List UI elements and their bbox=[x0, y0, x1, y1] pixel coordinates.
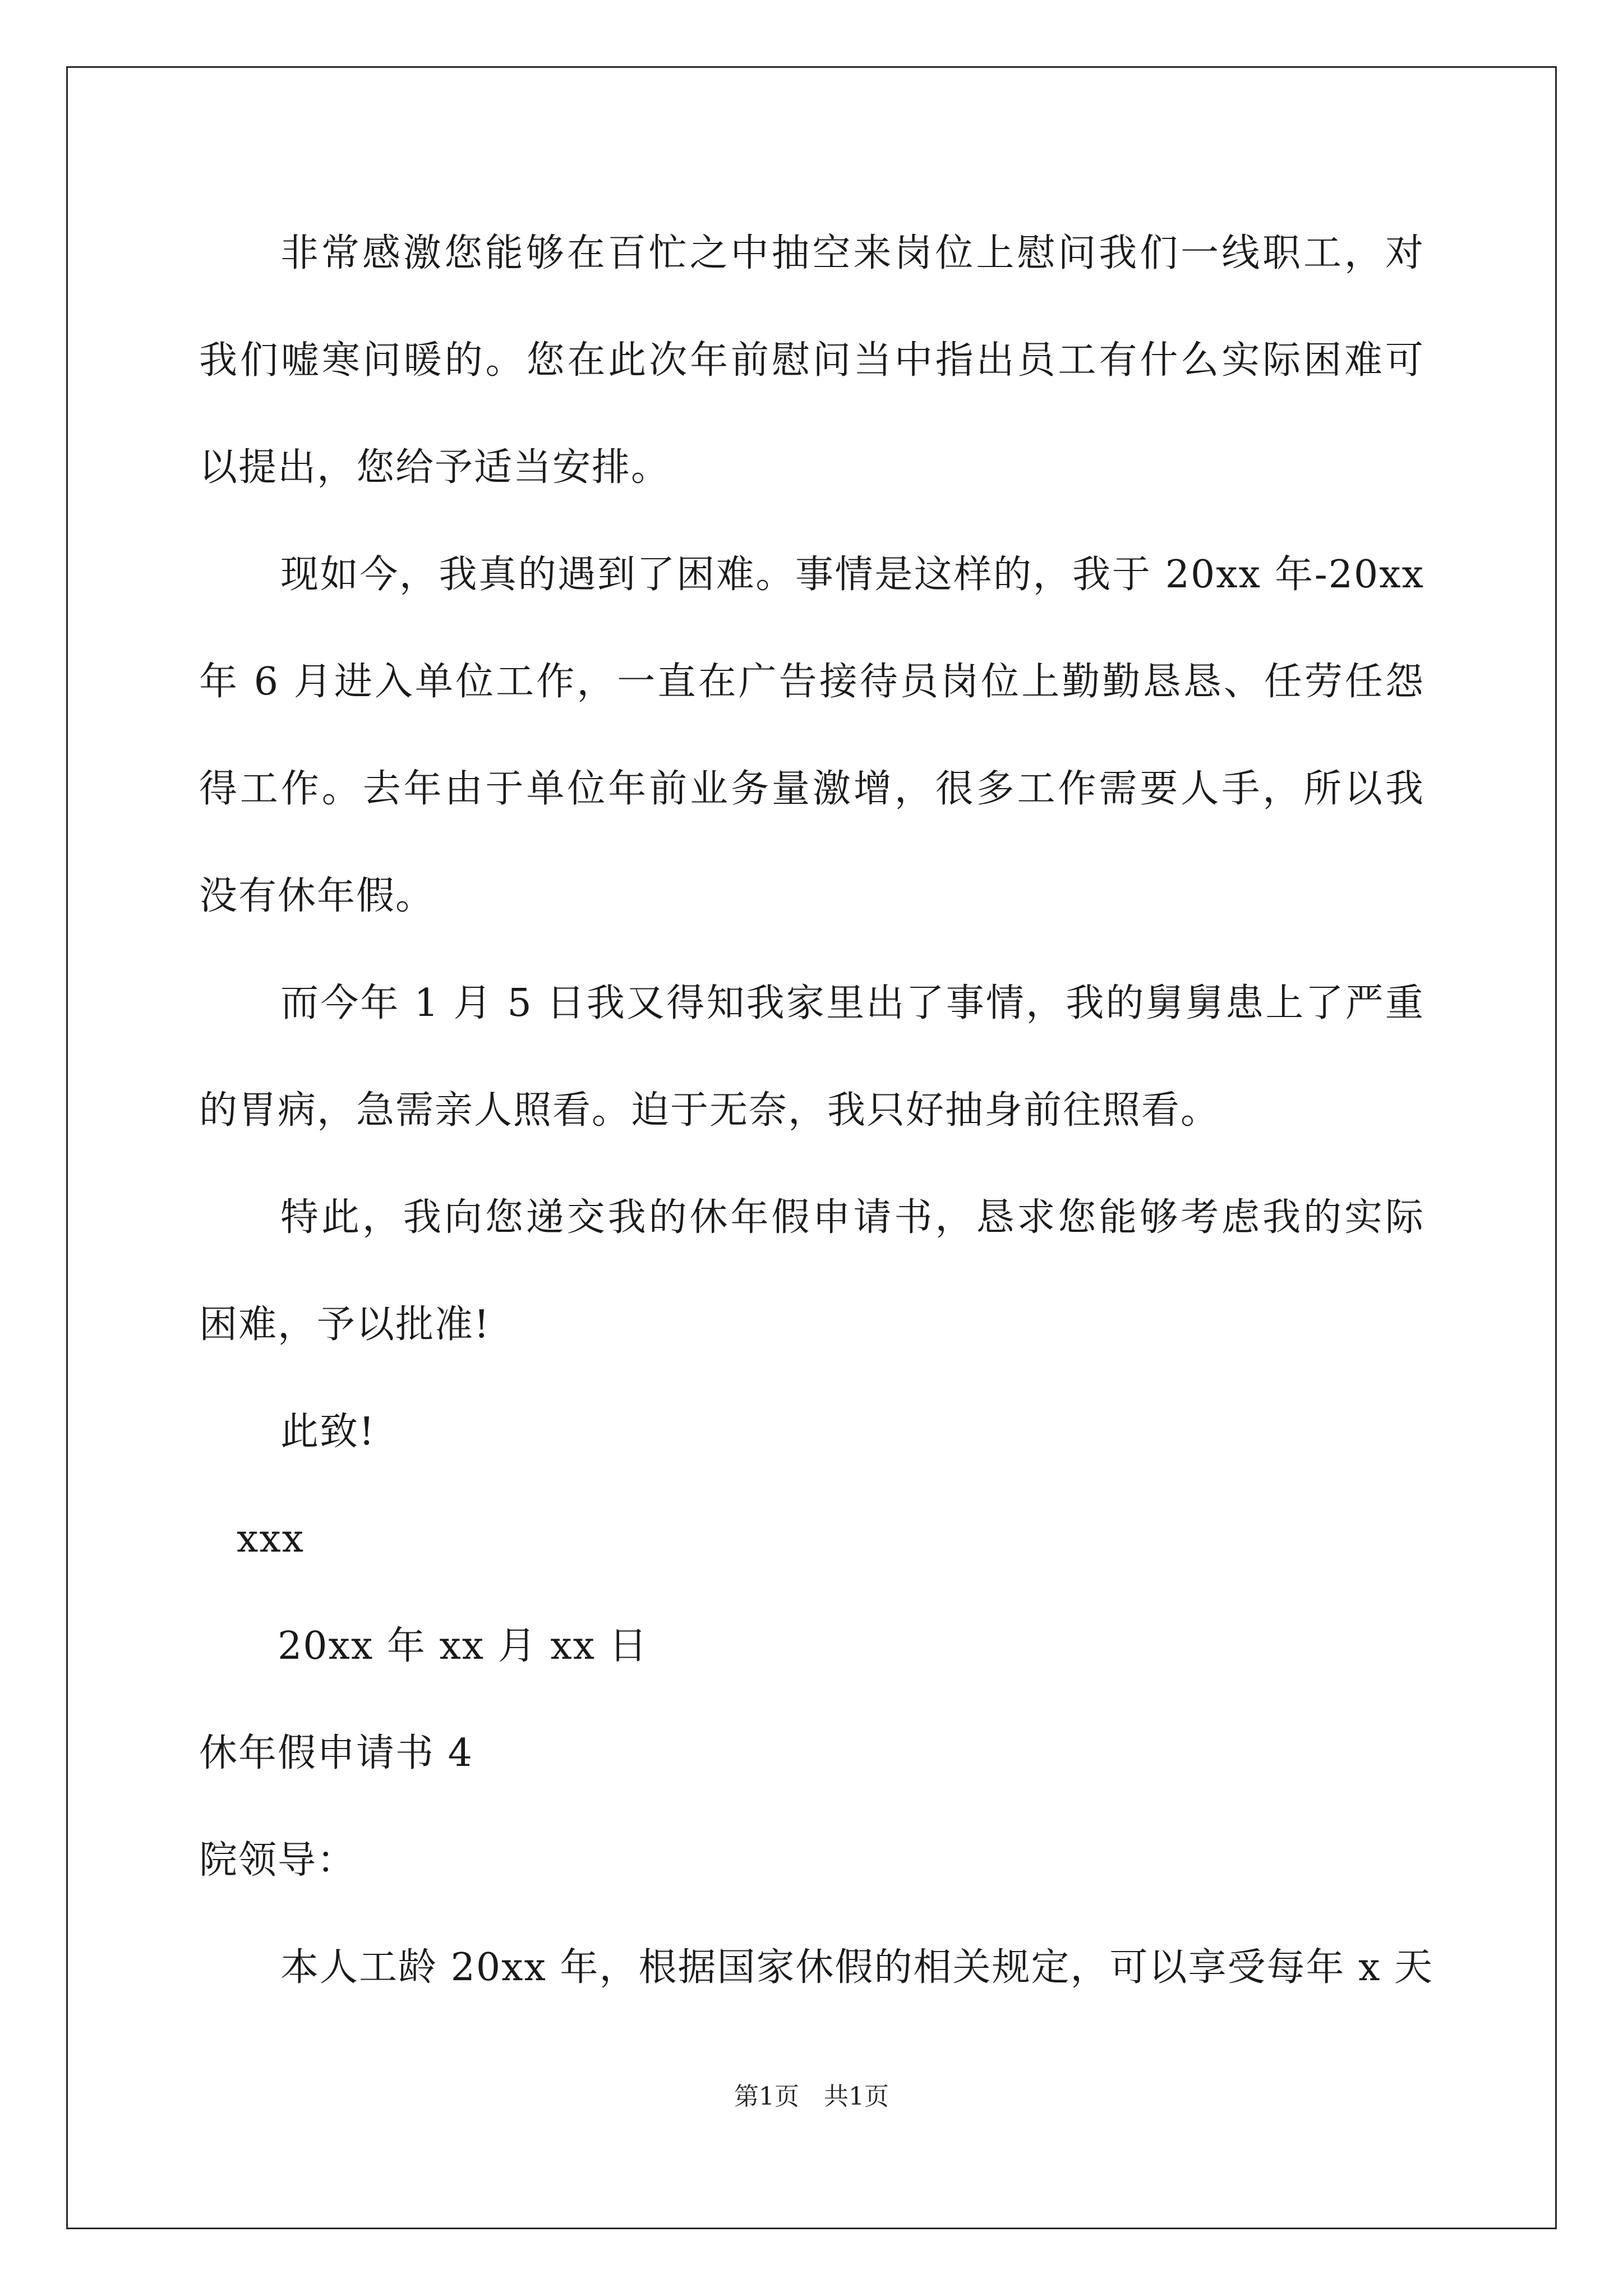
section-title: 休年假申请书 4 bbox=[199, 1731, 473, 1775]
paragraph-line: 得工作。去年由于单位年前业务量激增，很多工作需要人手，所以我 bbox=[199, 767, 1424, 811]
signature-date: 20xx 年 xx 月 xx 日 bbox=[278, 1624, 648, 1668]
closing-salutation: 此致! bbox=[280, 1410, 376, 1454]
page-border bbox=[66, 66, 1557, 2229]
paragraph-line: 本人工龄 20xx 年，根据国家休假的相关规定，可以享受每年 x 天 bbox=[280, 1945, 1434, 1990]
paragraph-line: 以提出，您给予适当安排。 bbox=[199, 445, 671, 490]
paragraph-line: 没有休年假。 bbox=[199, 874, 435, 918]
paragraph-line: 我们嘘寒问暖的。您在此次年前慰问当中指出员工有什么实际困难可 bbox=[199, 338, 1424, 383]
salutation: 院领导： bbox=[199, 1838, 357, 1883]
paragraph-line: 现如今，我真的遇到了困难。事情是这样的，我于 20xx 年-20xx bbox=[280, 553, 1424, 597]
paragraph-line: 非常感激您能够在百忙之中抽空来岗位上慰问我们一线职工，对 bbox=[280, 231, 1424, 275]
paragraph-line: 特此，我向您递交我的休年假申请书，恳求您能够考虑我的实际 bbox=[280, 1195, 1424, 1240]
paragraph-line: 而今年 1 月 5 日我又得知我家里出了事情，我的舅舅患上了严重 bbox=[280, 981, 1424, 1025]
paragraph-line: 年 6 月进入单位工作，一直在广告接待员岗位上勤勤恳恳、任劳任怨 bbox=[199, 660, 1424, 704]
paragraph-line: 困难，予以批准! bbox=[199, 1303, 491, 1347]
paragraph-line: 的胃病，急需亲人照看。迫于无奈，我只好抽身前往照看。 bbox=[199, 1088, 1220, 1133]
page-footer: 第1页 共1页 bbox=[734, 2082, 889, 2111]
signature-name: xxx bbox=[237, 1517, 305, 1561]
